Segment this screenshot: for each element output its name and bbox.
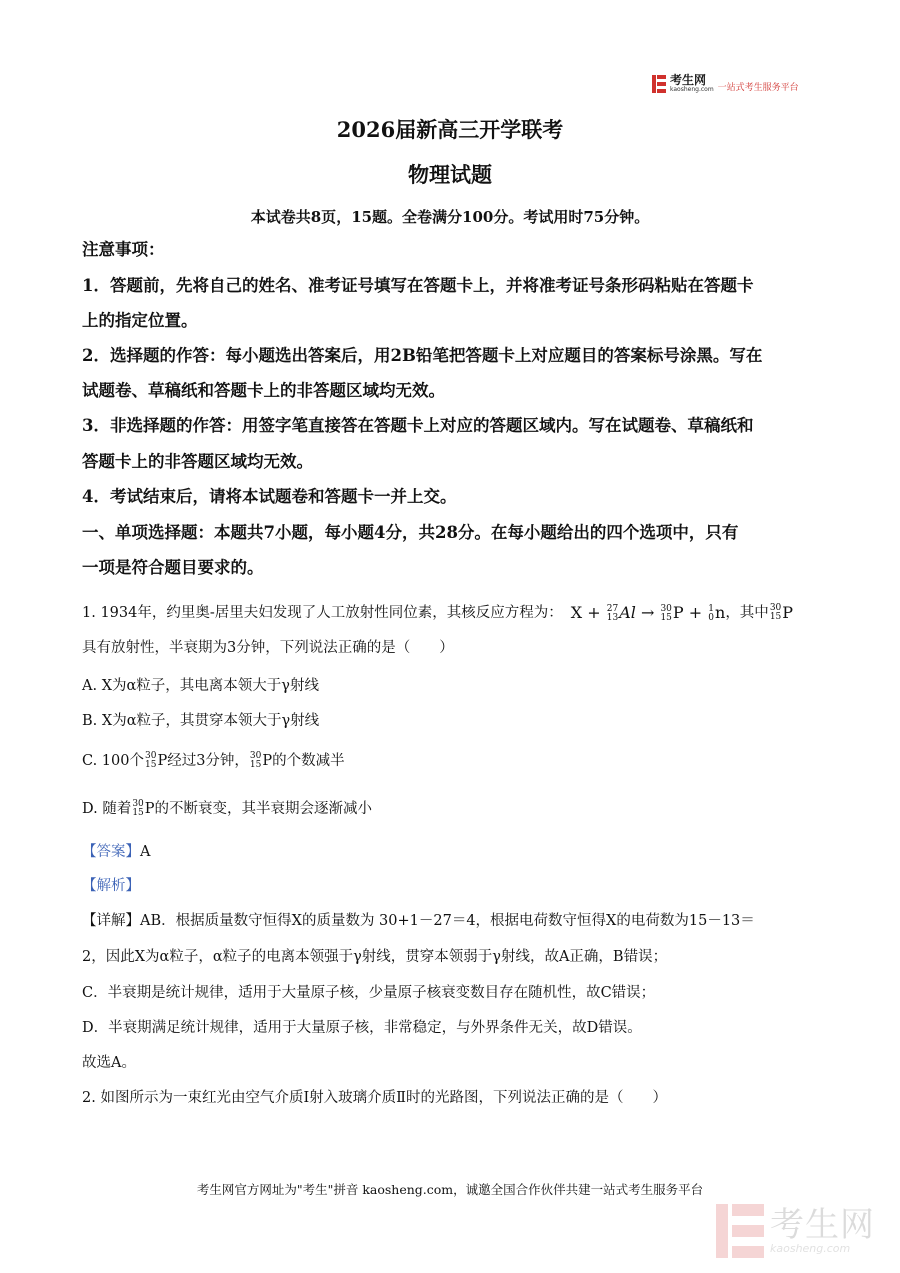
q1-answer — [82, 842, 822, 862]
kaosheng-logo-icon — [652, 75, 666, 93]
watermark-text: 考生网 — [770, 1204, 875, 1245]
q1-option-a: A. X为α粒子，其电离本领大于γ射线 — [82, 678, 319, 694]
q1-stem-line-2: 具有放射性，半衰期为3分钟，下列说法正确的是（ ） — [82, 640, 454, 656]
q1-equation — [571, 603, 726, 623]
q1-stem-text: 1. 1934年，约里奥-居里夫妇发现了人工放射性同位素，其核反应方程为： — [82, 605, 563, 621]
q1-detail-line-1: 【详解】AB．根据质量数守恒得X的质量数为 30+1－27＝4，根据电荷数守恒得X的电荷数为15－13＝ — [82, 913, 755, 929]
eq-x: X + — [570, 603, 601, 622]
note-3-line-1: 3．非选择题的作答：用签字笔直接答在答题卡上对应的答题区域内。写在试题卷、草稿纸和 — [82, 416, 754, 435]
q1-stem-line-1: 1. 1934年，约里奥-居里夫妇发现了人工放射性同位素，其核反应方程为： X + 27 13 Al → 30 15 P + 1 0 n ，其中 30 15 P — [82, 603, 794, 623]
logo-slogan: 一站式考生服务平台 — [717, 82, 799, 93]
eq-al-nums: 27 13 — [606, 603, 619, 623]
note-3-line-2: 答题卡上的非答题区域均无效。 — [82, 452, 313, 471]
analysis-tag: 【解析】 — [82, 878, 140, 894]
note-1-line-2: 上的指定位置。 — [82, 311, 198, 330]
q1-option-b: B. X为α粒子，其贯穿本领大于γ射线 — [82, 713, 320, 729]
answer-value: A — [140, 844, 151, 860]
eq-p-nums: 30 15 — [660, 603, 672, 623]
watermark — [716, 1204, 875, 1258]
section-1-line-2: 一项是符合题目要求的。 — [82, 558, 264, 577]
logo-domain: kaosheng.com — [670, 86, 714, 93]
q1-detail-line-4: D．半衰期满足统计规律，适用于大量原子核，非常稳定，与外界条件无关，故D错误。 — [82, 1020, 642, 1036]
eq-n: n — [715, 603, 726, 622]
q1-detail-line-2: 2，因此X为α粒子，α粒子的电离本领强于γ射线，贯穿本领弱于γ射线，故A正确，B错误； — [82, 949, 668, 965]
q1-p-nums: 30 15 — [769, 603, 782, 622]
eq-n-nums: 1 0 — [708, 603, 714, 623]
q1-conclusion: 故选A。 — [82, 1055, 136, 1071]
header-logo — [652, 74, 799, 94]
note-2-line-1: 2．选择题的作答：每小题选出答案后，用2B铅笔把答题卡上对应题目的答案标号涂黑。写在 — [82, 346, 763, 365]
note-2-line-2: 试题卷、草稿纸和答题卡上的非答题区域均无效。 — [82, 381, 445, 400]
subject-title: 物理试题 — [408, 162, 492, 187]
logo-name: 考生网 — [670, 73, 707, 87]
answer-tag: 【答案】 — [82, 844, 140, 860]
exam-info: 本试卷共8页，15题。全卷满分100分。考试用时75分钟。 — [250, 208, 650, 226]
kaosheng-watermark-icon — [716, 1204, 764, 1258]
q1-option-c: C. 100个 30 15 P经过3分钟， 30 15 P的个数减半 — [82, 751, 345, 770]
q2-stem: 2. 如图所示为一束红光由空气介质Ⅰ射入玻璃介质Ⅱ时的光路图，下列说法正确的是（ ） — [82, 1090, 668, 1106]
q1-detail-line-3: C．半衰期是统计规律，适用于大量原子核，少量原子核衰变数目存在随机性，故C错误； — [82, 985, 656, 1001]
footer-text: 考生网官方网址为"考生"拼音 kaosheng.com，诚邀全国合作伙伴共建一站式考生服务平台 — [196, 1182, 704, 1197]
section-1-line-1: 一、单项选择题：本题共7小题，每小题4分，共28分。在每小题给出的四个选项中，只有 — [82, 523, 739, 542]
notes-heading: 注意事项： — [82, 240, 165, 259]
eq-al: Al — [619, 603, 636, 622]
watermark-domain: kaosheng.com — [770, 1241, 851, 1255]
q1-option-d: D. 随着 30 15 P的不断衰变，其半衰期会逐渐减小 — [82, 799, 373, 818]
q1-stem-mid: ，其中 — [725, 605, 769, 621]
eq-arrow: → — [640, 603, 655, 622]
exam-title: 2026届新高三开学联考 — [336, 117, 564, 142]
eq-p: P + — [672, 603, 703, 622]
note-1-line-1: 1．答题前，先将自己的姓名、准考证号填写在答题卡上，并将准考证号条形码粘贴在答题卡 — [82, 276, 754, 295]
note-4: 4．考试结束后，请将本试题卷和答题卡一并上交。 — [82, 487, 457, 506]
